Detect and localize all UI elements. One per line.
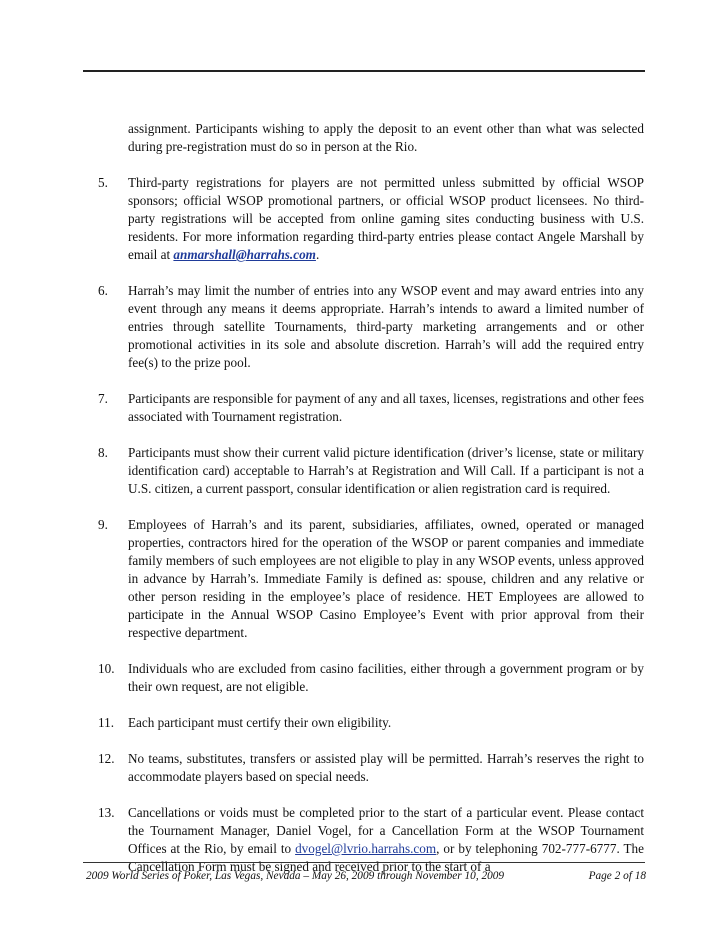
item-text-after: , or by telephoning 702-777-6777. The Cancellation Form must be signed and received prior to the start of a — [128, 841, 644, 874]
item-text: Harrah’s may limit the number of entries into any WSOP event and may award entries into any event through any means it deems appropriate. Harrah’s intends to award a limited number of entries through satellite Tournaments, third-party marketing arrangements and or other promotional activities in its sole and absolute discretion. Harrah’s will add the required entry fee(s) to the prize pool. — [128, 283, 644, 370]
rule-item-13 — [98, 804, 644, 876]
rule-item-9 — [98, 516, 644, 642]
item-text-after: . — [315, 247, 320, 262]
header-rule — [83, 70, 645, 72]
item-number: 5. — [98, 175, 108, 190]
rule-item-8 — [98, 444, 644, 498]
item-text: Each participant must certify their own eligibility. — [128, 715, 392, 730]
page-footer — [86, 870, 646, 882]
item-text — [128, 804, 644, 876]
page-number: Page 2 of 18 — [588, 870, 646, 882]
item-number: 13. — [98, 805, 115, 820]
item-text: Individuals who are excluded from casino facilities, either through a government program or by their own request, are not eligible. — [128, 661, 644, 694]
item-text-body: Third-party registrations for players are not permitted unless submitted by official WSOP sponsors; official WSOP promotional partners, or official WSOP product licensees. No third-party registrations will be accepted from online gaming sites conducting business with U.S. residents. For more information regarding third-party entries please contact Angele Marshall by email at — [128, 175, 644, 262]
item-number: 11. — [98, 715, 114, 730]
email-link-dvogel[interactable]: dvogel@lvrio.harrahs.com — [295, 841, 437, 856]
rule-item-10 — [98, 660, 644, 696]
item-number: 8. — [98, 445, 108, 460]
continuation-paragraph: assignment. Participants wishing to apply the deposit to an event other than what was selected during pre-registration must do so in person at the Rio. — [128, 121, 644, 154]
item-text: Employees of Harrah’s and its parent, subsidiaries, affiliates, owned, operated or managed properties, contractors hired for the operation of the WSOP or parent companies and immediate family members of such employees are not eligible to play in any WSOP events, unless approved in advance by Harrah’s. Immediate Family is defined as: spouse, children and any relative or other person residing in the employee’s place of residence. HET Employees are allowed to participate in the Annual WSOP Casino Employee’s Event with prior approval from their respective department. — [128, 517, 644, 640]
item-number: 10. — [98, 661, 115, 676]
item-text: No teams, substitutes, transfers or assisted play will be permitted. Harrah’s reserves the right to accommodate players based on special needs. — [128, 751, 644, 784]
item-number: 12. — [98, 751, 115, 766]
item-number: 7. — [98, 391, 108, 406]
rule-item-7 — [98, 390, 644, 426]
item-text-body: Cancellations or voids must be completed prior to the start of a particular event. Please contact the Tournament Manager, Daniel Vogel, for a Cancellation Form at the WSOP Tournament Offices at the Rio, by email to — [128, 805, 644, 856]
rule-item-11 — [98, 714, 644, 732]
item-number: 9. — [98, 517, 108, 532]
footer-rule — [83, 862, 645, 863]
item-text — [128, 174, 644, 264]
rule-item-12 — [98, 750, 644, 786]
item-text: Participants are responsible for payment of any and all taxes, licenses, registrations and other fees associated with Tournament registration. — [128, 391, 644, 424]
email-link-anmarshall[interactable]: anmarshall@harrahs.com — [173, 247, 316, 262]
rules-body — [98, 120, 644, 894]
item-text: Participants must show their current valid picture identification (driver’s license, state or military identification card) acceptable to Harrah’s at Registration and Will Call. If a participant is not a U.S. citizen, a current passport, consular identification or alien registration card is required. — [128, 445, 644, 496]
rule-item-6 — [98, 282, 644, 372]
rule-item-5 — [98, 174, 644, 264]
item-number: 6. — [98, 283, 108, 298]
footer-event-info: 2009 World Series of Poker, Las Vegas, Nevada – May 26, 2009 through November 10, 2009 — [86, 870, 505, 882]
